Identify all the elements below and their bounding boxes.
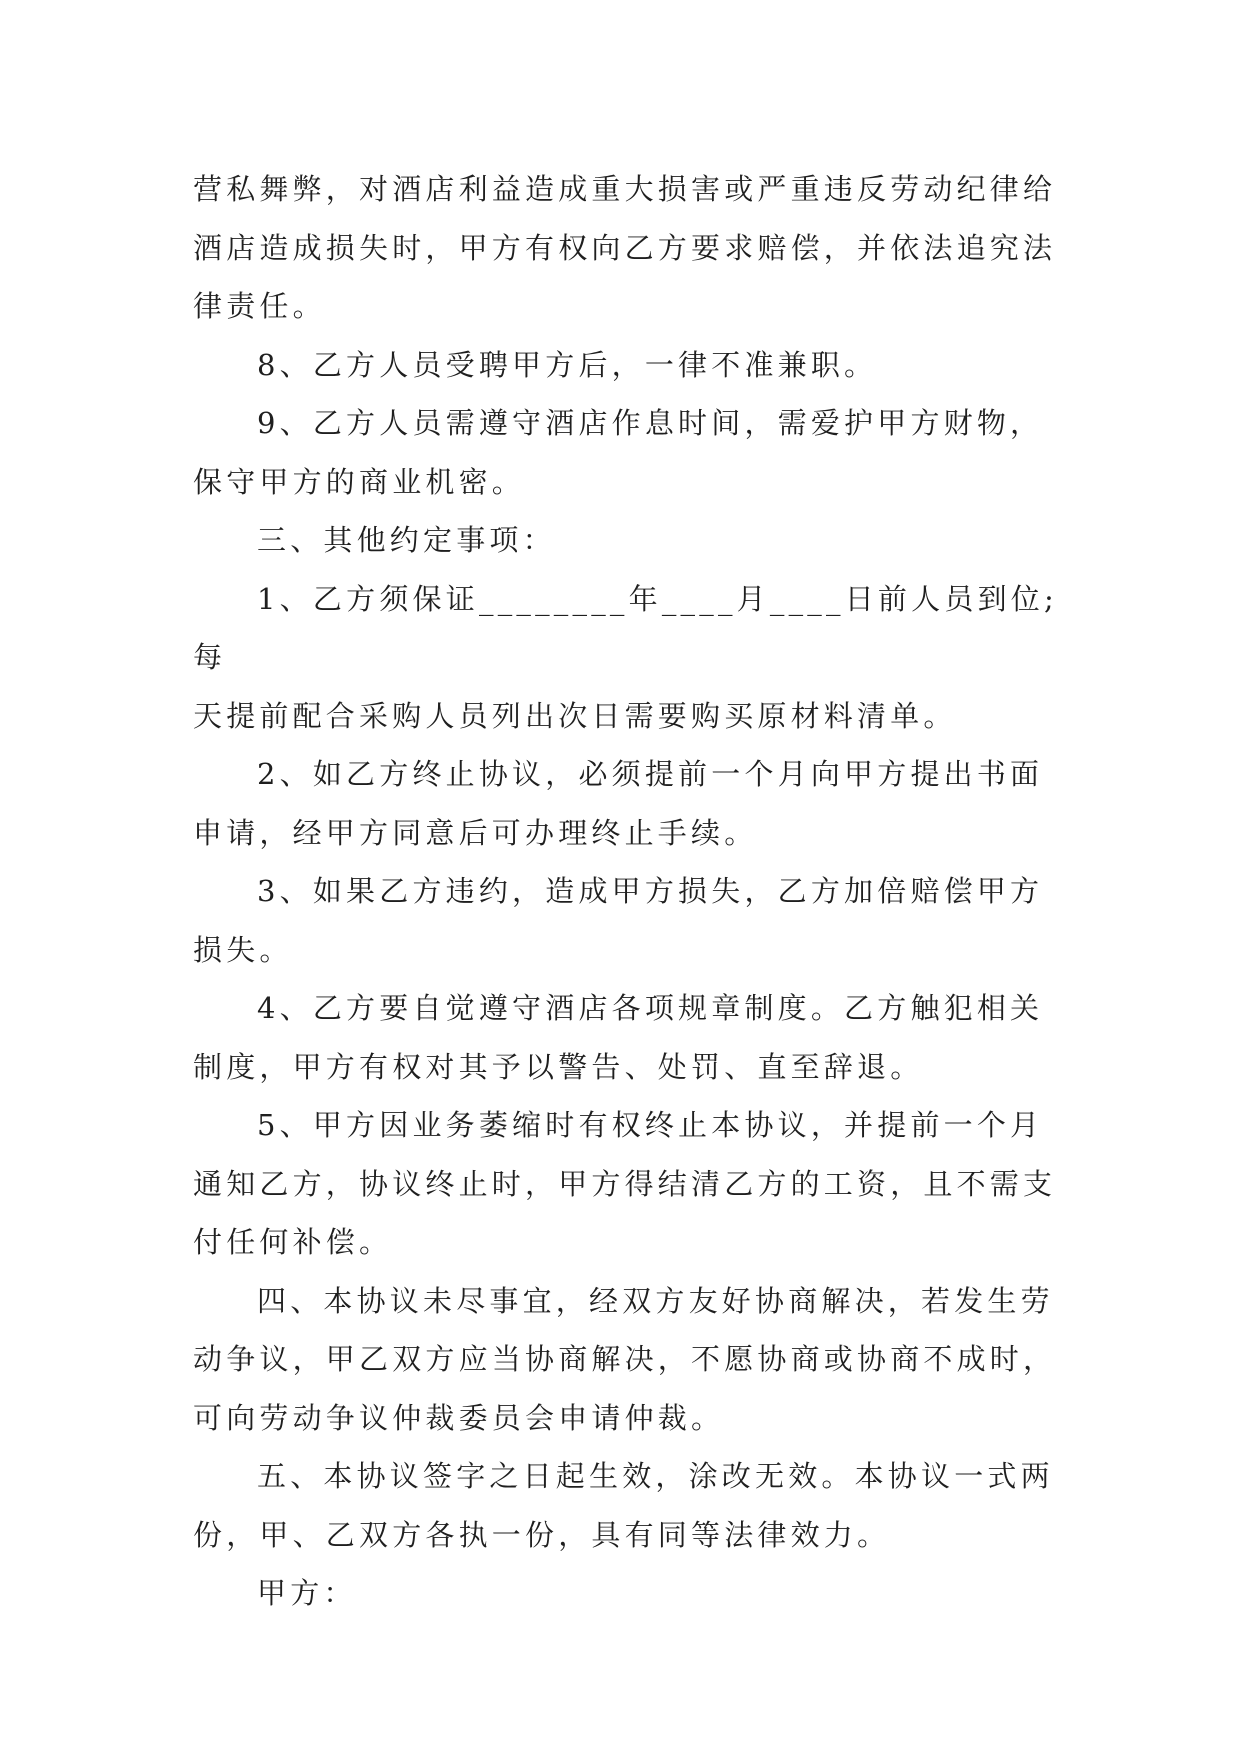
paragraph-3-1 xyxy=(193,570,1058,746)
text-line: 1、乙方须保证________年____月____日前人员到位;每 xyxy=(193,581,1058,674)
text-line: 动争议，甲乙双方应当协商解决，不愿协商或协商不成时， xyxy=(193,1342,1057,1376)
text-line: 营私舞弊，对酒店利益造成重大损害或严重违反劳动纪律给 xyxy=(193,172,1057,206)
paragraph-section-3 xyxy=(193,511,1058,570)
text-line: 付任何补偿。 xyxy=(193,1225,393,1259)
paragraph-3-5 xyxy=(193,1096,1058,1272)
paragraph-3-3 xyxy=(193,862,1058,979)
text-line: 五、本协议签字之日起生效，涂改无效。本协议一式两 xyxy=(257,1459,1054,1493)
text-line: 5、甲方因业务萎缩时有权终止本协议，并提前一个月 xyxy=(257,1108,1044,1142)
text-line: 甲方： xyxy=(257,1576,357,1610)
text-line: 通知乙方，协议终止时，甲方得结清乙方的工资，且不需支 xyxy=(193,1166,1057,1201)
paragraph-3-2 xyxy=(193,745,1058,862)
text-line: 酒店造成损失时，甲方有权向乙方要求赔偿，并依法追究法 xyxy=(193,230,1057,265)
text-line: 损失。 xyxy=(193,932,293,967)
text-line: 三、其他约定事项： xyxy=(257,523,556,557)
text-line: 9、乙方人员需遵守酒店作息时间，需爱护甲方财物， xyxy=(257,406,1044,440)
text-line: 天提前配合采购人员列出次日需要购买原材料清单。 xyxy=(193,698,957,733)
paragraph-section-5 xyxy=(193,1447,1058,1564)
text-line: 保守甲方的商业机密。 xyxy=(193,464,526,499)
text-line: 3、如果乙方违约，造成甲方损失，乙方加倍赔偿甲方 xyxy=(257,874,1044,908)
paragraph-9 xyxy=(193,394,1058,511)
text-line: 份，甲、乙双方各执一份，具有同等法律效力。 xyxy=(193,1517,891,1552)
paragraph-party-a xyxy=(193,1564,1058,1623)
text-line: 4、乙方要自觉遵守酒店各项规章制度。乙方触犯相关 xyxy=(257,991,1044,1025)
text-line: 2、如乙方终止协议，必须提前一个月向甲方提出书面 xyxy=(257,757,1044,791)
paragraph-section-4 xyxy=(193,1272,1058,1448)
document-body xyxy=(193,160,1058,1623)
text-line: 可向劳动争议仲裁委员会申请仲裁。 xyxy=(193,1400,725,1435)
paragraph-continuation xyxy=(193,160,1058,336)
text-line: 申请，经甲方同意后可办理终止手续。 xyxy=(193,815,758,850)
text-line: 四、本协议未尽事宜，经双方友好协商解决，若发生劳 xyxy=(257,1283,1054,1318)
text-line: 8、乙方人员受聘甲方后，一律不准兼职。 xyxy=(257,347,878,382)
text-line: 制度，甲方有权对其予以警告、处罚、直至辞退。 xyxy=(193,1049,924,1084)
text-line: 律责任。 xyxy=(193,289,326,323)
paragraph-8 xyxy=(193,336,1058,395)
paragraph-3-4 xyxy=(193,979,1058,1096)
